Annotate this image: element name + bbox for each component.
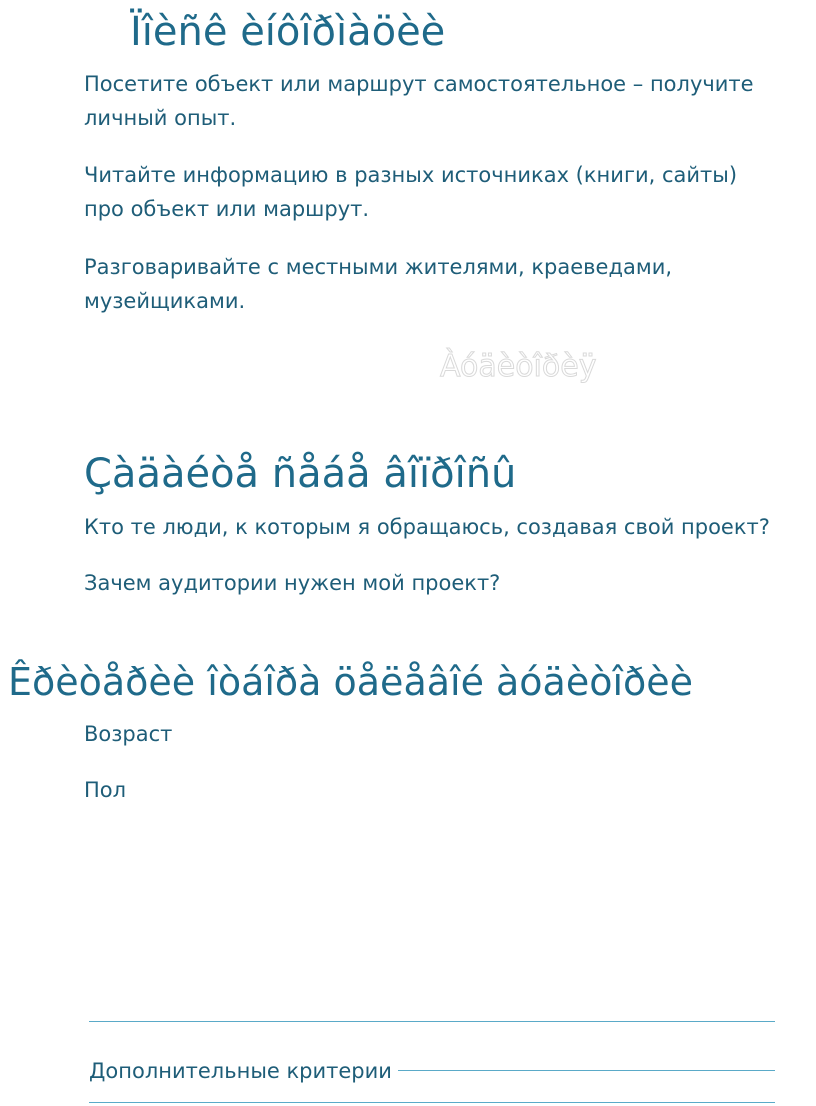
- criterion-age: Возраст: [84, 722, 173, 746]
- section-heading-ask-questions: Çàäàéòå ñåáå âîïðîñû: [84, 451, 517, 497]
- question-who-audience: Кто те люди, к которым я обращаюсь, создавая свой проект?: [84, 515, 770, 539]
- divider-top: [89, 1021, 775, 1022]
- section-heading-audience-criteria: Êðèòåðèè îòáîðà öåëåâîé àóäèòîðèè: [8, 660, 694, 704]
- tip-visit-object: Посетите объект или маршрут самостоятельное – получите личный опыт.: [84, 72, 754, 130]
- tip-read-sources: Читайте информацию в разных источниках (книги, сайты) про объект или маршрут.: [84, 163, 738, 221]
- criterion-gender: Пол: [84, 778, 127, 802]
- tip-talk-locals: Разговаривайте с местными жителями, краеведами, музейщиками.: [84, 255, 673, 313]
- additional-criteria-label: Дополнительные критерии: [89, 1059, 392, 1083]
- audience-watermark: Àóäèòîðèÿ: [440, 349, 597, 384]
- additional-criteria-line: [398, 1070, 775, 1071]
- divider-bottom: [89, 1102, 775, 1103]
- question-why-audience: Зачем аудитории нужен мой проект?: [84, 571, 501, 595]
- section-heading-search-info: Ïîèñê èíôîðìàöèè: [130, 9, 446, 55]
